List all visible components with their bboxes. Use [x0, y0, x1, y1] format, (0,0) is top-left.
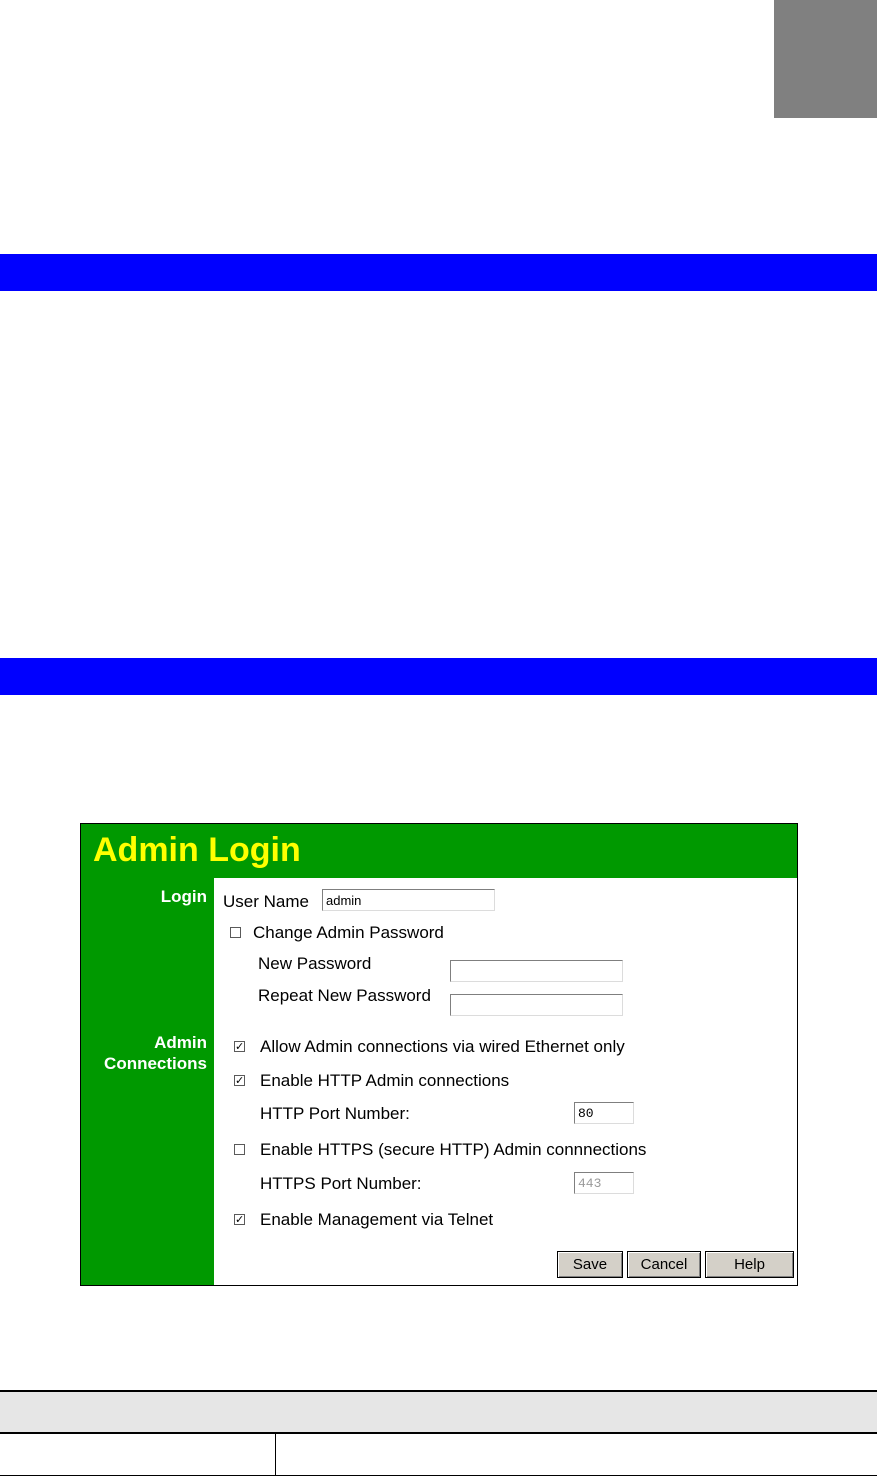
- chapter-tab: [774, 0, 877, 118]
- change-password-checkbox[interactable]: [230, 927, 241, 938]
- panel-sidebar: [81, 878, 214, 1285]
- table-row: [0, 1434, 877, 1476]
- repeat-password-input[interactable]: [450, 994, 623, 1016]
- section-banner-1: [0, 254, 877, 291]
- new-password-label: New Password: [258, 954, 372, 973]
- http-port-label: HTTP Port Number:: [260, 1104, 410, 1123]
- http-admin-label: Enable HTTP Admin connections: [260, 1071, 510, 1090]
- wired-only-label: Allow Admin connections via wired Ethernet only: [260, 1037, 625, 1056]
- telnet-label: Enable Management via Telnet: [260, 1210, 494, 1229]
- section-label-connections: Connections: [104, 1054, 207, 1073]
- admin-login-panel: [80, 823, 798, 1286]
- panel-title: Admin Login: [93, 831, 301, 869]
- section-banner-2: [0, 658, 877, 695]
- user-name-label: User Name: [223, 892, 309, 911]
- repeat-password-label: Repeat New Password: [258, 986, 431, 1005]
- section-label-admin: Admin: [154, 1033, 207, 1052]
- new-password-input[interactable]: [450, 960, 623, 982]
- https-port-label: HTTPS Port Number:: [260, 1174, 422, 1193]
- https-admin-checkbox[interactable]: [234, 1144, 245, 1155]
- help-button[interactable]: Help: [705, 1251, 794, 1278]
- http-admin-checkbox[interactable]: ✓: [235, 1074, 245, 1087]
- telnet-checkbox[interactable]: ✓: [235, 1213, 245, 1226]
- user-name-input[interactable]: [322, 889, 495, 911]
- https-port-input[interactable]: [574, 1172, 634, 1194]
- table-column-divider: [275, 1434, 276, 1476]
- save-button[interactable]: Save: [557, 1251, 623, 1278]
- table-header: [0, 1390, 877, 1434]
- wired-only-checkbox[interactable]: ✓: [235, 1040, 245, 1053]
- https-admin-label: Enable HTTPS (secure HTTP) Admin connnections: [260, 1140, 647, 1159]
- http-port-input[interactable]: [574, 1102, 634, 1124]
- section-label-login: Login: [160, 887, 207, 906]
- panel-header: [81, 824, 797, 878]
- change-password-label: Change Admin Password: [253, 923, 444, 942]
- cancel-button[interactable]: Cancel: [627, 1251, 701, 1278]
